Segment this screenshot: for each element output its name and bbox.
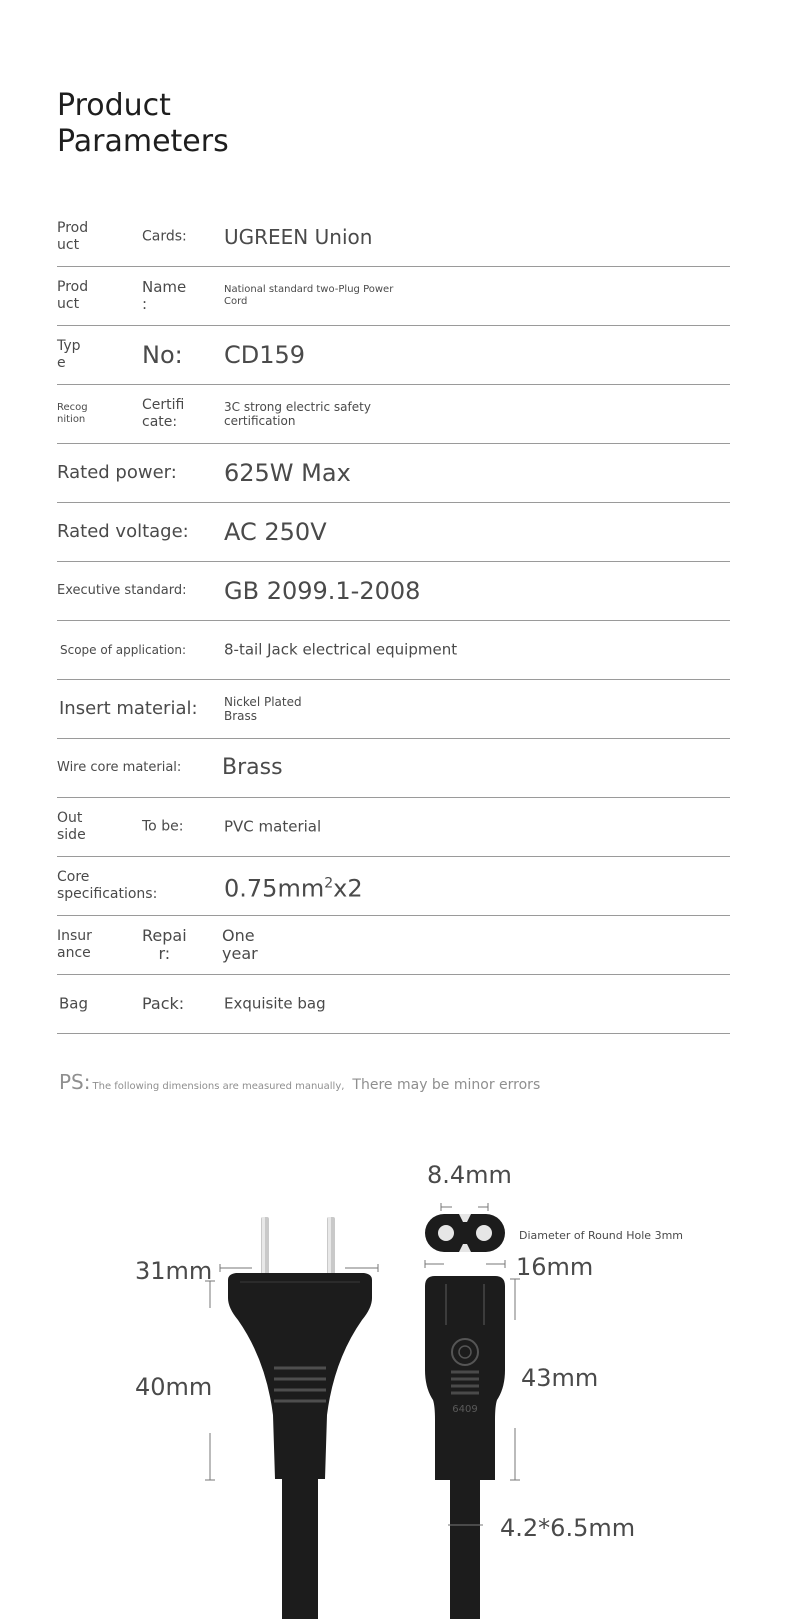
- parameters-table: [57, 208, 730, 1034]
- param-value: GB 2099.1-2008: [224, 577, 421, 605]
- param-row-rated-power: [57, 444, 730, 503]
- param-value: 3C strong electric safety certification: [224, 400, 371, 428]
- param-label: Prod uct: [57, 220, 89, 253]
- connector-illustration: [425, 1214, 505, 1619]
- param-value: AC 250V: [224, 518, 327, 546]
- param-label: Insert material:: [59, 698, 198, 719]
- param-row-scope: [57, 621, 730, 680]
- param-label: Recog nition: [57, 402, 88, 425]
- param-label: Rated voltage:: [57, 521, 189, 542]
- cable-size-label: 4.2*6.5mm: [500, 1514, 636, 1542]
- title-line-1: Product: [57, 88, 171, 123]
- param-row-brand: [57, 208, 730, 267]
- title-line-2: Parameters: [57, 124, 229, 159]
- param-value: 625W Max: [224, 459, 351, 487]
- plug-illustration: [228, 1217, 372, 1619]
- param-label: Rated power:: [57, 462, 177, 483]
- param-label: Typ e: [57, 338, 81, 371]
- param-row-insert-material: [57, 680, 730, 739]
- param-value: UGREEN Union: [224, 225, 373, 249]
- param-row-packaging: [57, 975, 730, 1034]
- param-label-suffix: Certifi cate:: [142, 397, 185, 430]
- param-label-suffix: Repai r:: [142, 926, 187, 963]
- param-label-suffix: Cards:: [142, 228, 187, 245]
- param-row-executive-standard: [57, 562, 730, 621]
- param-row-certificate: [57, 385, 730, 444]
- param-label: Prod uct: [57, 279, 89, 312]
- param-value: Nickel Plated Brass: [224, 695, 302, 723]
- param-label: Core specifications:: [57, 869, 158, 902]
- param-row-core-specifications: [57, 857, 730, 916]
- param-label: Bag: [59, 994, 89, 1013]
- param-value: $0.75mm^2x2$: [224, 874, 363, 903]
- param-label-suffix: No:: [142, 341, 183, 369]
- round-hole-note: Diameter of Round Hole 3mm: [519, 1229, 684, 1242]
- page-title: [57, 88, 229, 160]
- plug-width-label: 31mm: [135, 1257, 213, 1285]
- param-label-suffix: To be:: [142, 818, 184, 835]
- param-label: Wire core material:: [57, 760, 182, 775]
- note-text-secondary: There may be minor errors: [352, 1077, 541, 1093]
- param-label: Out side: [57, 810, 86, 843]
- param-label: Scope of application:: [60, 643, 186, 657]
- param-label: Executive standard:: [57, 583, 187, 598]
- param-row-wire-core: [57, 739, 730, 798]
- param-label: Insur ance: [57, 928, 92, 961]
- param-row-outside: [57, 798, 730, 857]
- param-value: CD159: [224, 341, 306, 369]
- dimension-diagram: [0, 1150, 790, 1619]
- param-value: One year: [222, 926, 258, 963]
- connector-width-label: 8.4mm: [427, 1161, 512, 1189]
- param-value: National standard two-Plug Power Cord: [224, 284, 394, 307]
- param-label-suffix: Pack:: [142, 994, 185, 1013]
- param-row-name: [57, 267, 730, 326]
- param-label-suffix: Name :: [142, 278, 187, 313]
- param-value: 8-tail Jack electrical equipment: [224, 640, 458, 659]
- param-value: Exquisite bag: [224, 994, 326, 1013]
- plug-height-label: 40mm: [135, 1373, 213, 1401]
- note-text: The following dimensions are measured manually,: [92, 1081, 345, 1092]
- note-prefix: PS:: [59, 1070, 91, 1094]
- param-row-rated-voltage: [57, 503, 730, 562]
- param-value: PVC material: [224, 817, 322, 836]
- measurement-note: [59, 1070, 540, 1094]
- param-row-type: [57, 326, 730, 385]
- connector-height-label: 43mm: [521, 1364, 599, 1392]
- connector-marking: 6409: [452, 1404, 478, 1415]
- param-row-warranty: [57, 916, 730, 975]
- param-value: Brass: [222, 755, 283, 780]
- connector-body-width-label: 16mm: [516, 1253, 594, 1281]
